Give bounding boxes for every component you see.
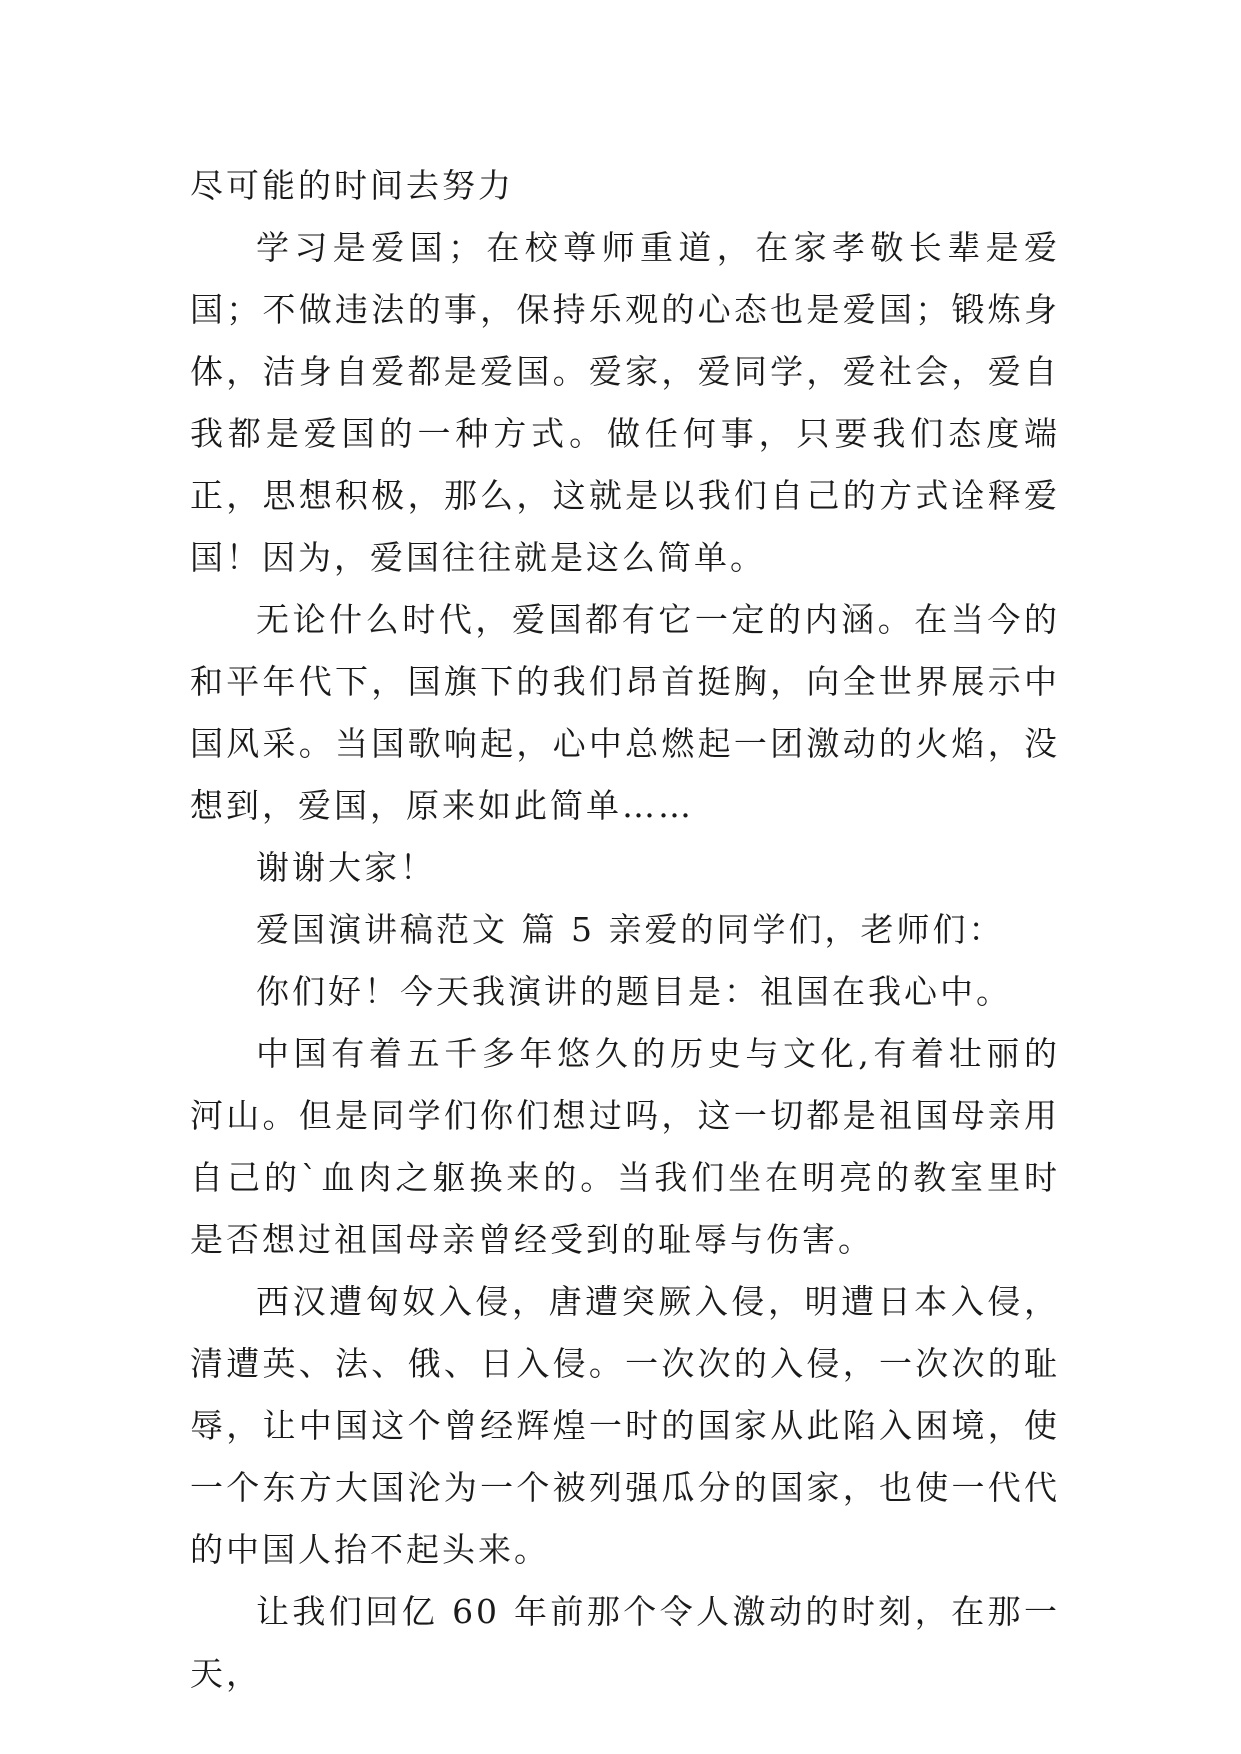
paragraph: 学习是爱国；在校尊师重道，在家孝敬长辈是爱国；不做违法的事，保持乐观的心态也是爱国；锻炼身体，洁身自爱都是爱国。爱家，爱同学，爱社会，爱自我都是爱国的一种方式。做任何事，只要我们态度端正，思想积极，那么，这就是以我们自己的方式诠释爱国！因为，爱国往往就是这么简单。 xyxy=(190,228,1060,577)
paragraph: 谢谢大家！ xyxy=(256,848,436,887)
paragraph: 中国有着五千多年悠久的历史与文化,有着壮丽的河山。但是同学们你们想过吗，这一切都是祖国母亲用自己的`血肉之躯换来的。当我们坐在明亮的教室里时是否想过祖国母亲曾经受到的耻辱与伤害。 xyxy=(190,1034,1060,1259)
paragraph-continuation: 尽可能的时间去努力 xyxy=(190,166,514,205)
paragraph: 你们好！今天我演讲的题目是：祖国在我心中。 xyxy=(256,972,1012,1011)
paragraph: 让我们回亿 60 年前那个令人激动的时刻，在那一天， xyxy=(190,1592,1060,1693)
text-column xyxy=(190,155,1060,1705)
paragraph: 西汉遭匈奴入侵，唐遭突厥入侵，明遭日本入侵，清遭英、法、俄、日入侵。一次次的入侵，一次次的耻辱，让中国这个曾经辉煌一时的国家从此陷入困境，使一个东方大国沦为一个被列强瓜分的国家，也使一代代的中国人抬不起头来。 xyxy=(190,1282,1060,1569)
paragraph: 无论什么时代，爱国都有它一定的内涵。在当今的和平年代下，国旗下的我们昂首挺胸，向全世界展示中国风采。当国歌响起，心中总燃起一团激动的火焰，没想到，爱国，原来如此简单…… xyxy=(190,600,1060,825)
section-heading: 爱国演讲稿范文 篇 5 亲爱的同学们，老师们： xyxy=(256,910,1005,949)
